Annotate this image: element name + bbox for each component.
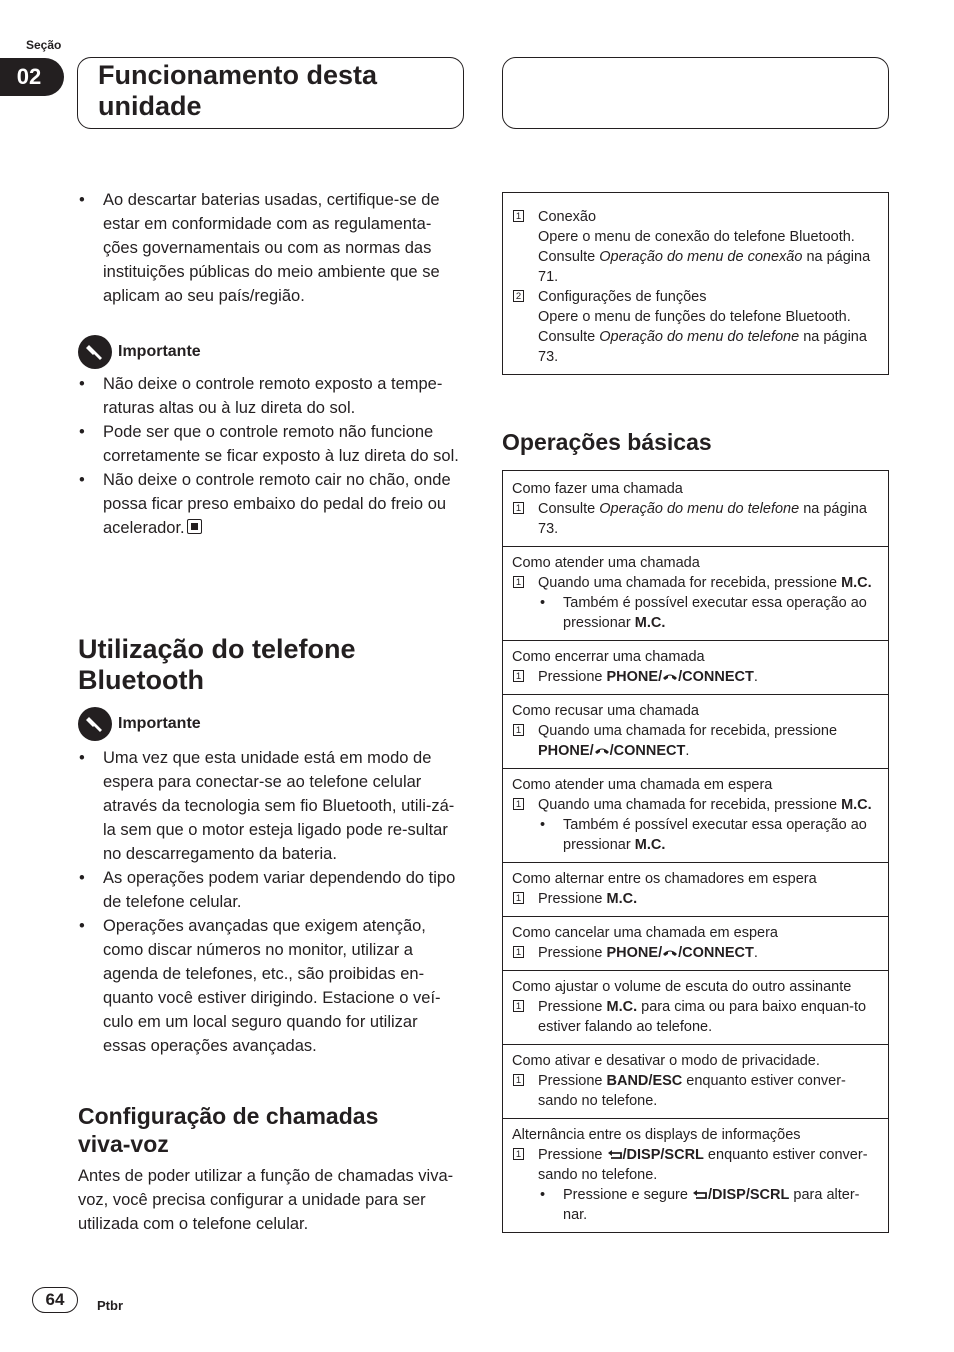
list-item: • Não deixe o controle remoto exposto a tempe-raturas altas ou à luz direta do sol. — [78, 372, 463, 420]
return-icon — [607, 1150, 623, 1160]
op-reject-call: Como recusar uma chamada 1 Quando uma chamada for recebida, pressione PHONE/ /CONNECT. — [503, 694, 888, 768]
left-column — [78, 188, 463, 540]
return-icon — [692, 1190, 708, 1200]
important-heading: Importante — [78, 706, 463, 742]
section-number-tab: 02 — [0, 58, 64, 96]
list-item: • Não deixe o controle remoto cair no chão, onde possa ficar preso embaixo do pedal do freio ou acelerador. — [78, 468, 463, 540]
intro-bullet-list — [78, 188, 463, 308]
list-item: • Pode ser que o controle remoto não funcione corretamente se ficar exposto à luz direta do sol. — [78, 420, 463, 468]
handsfree-section-title: Configuração de chamadas viva-voz — [78, 1103, 379, 1157]
op-make-call: Como fazer uma chamada 1 Consulte Operação do menu do telefone na página 73. — [512, 481, 867, 537]
op-switch-waiting: Como alternar entre os chamadores em espera 1 Pressione M.C. — [503, 862, 888, 916]
op-answer-waiting-call: Como atender uma chamada em espera 1 Quando uma chamada for recebida, pressione M.C. • Também é possível executar essa operação ao pressionar M.C. — [503, 768, 888, 862]
page-number: 64 — [32, 1287, 78, 1313]
bluetooth-important — [78, 706, 463, 1058]
list-item: • Uma vez que esta unidade está em modo de espera para conectar-se ao telefone celular através da tecnologia sem fio Bluetooth, utili-zá-la sem que o motor esteja ligado pode re-sultar no descarregamento da bateria. — [78, 746, 463, 866]
section-label: Seção — [26, 38, 62, 52]
important-icon — [78, 335, 112, 369]
basic-operations-table — [502, 470, 889, 1233]
list-item: • As operações podem variar dependendo do tipo de telefone celular. — [78, 866, 463, 914]
op-privacy-mode: Como ativar e desativar o modo de privacidade. 1 Pressione BAND/ESC enquanto estiver conver-sando no telefone. — [503, 1044, 888, 1118]
op-cancel-waiting: Como cancelar uma chamada em espera 1 Pressione PHONE/ /CONNECT. — [503, 916, 888, 970]
basic-operations-title: Operações básicas — [502, 429, 712, 455]
end-of-section-icon — [187, 519, 202, 534]
phone-icon — [662, 672, 678, 682]
phone-menu-box — [502, 192, 889, 375]
op-adjust-volume: Como ajustar o volume de escuta do outro assinante 1 Pressione M.C. para cima ou para baixo enquan-to estiver falando ao telefone. — [503, 970, 888, 1044]
menu-item-function-settings: 2 Configurações de funções Opere o menu de funções do telefone Bluetooth. Consulte Operação do menu do telefone na página 73. — [512, 287, 880, 367]
important-icon — [78, 707, 112, 741]
phone-icon — [662, 948, 678, 958]
important-bullet-list — [78, 746, 463, 1058]
menu-item-connection: 1 Conexão Opere o menu de conexão do telefone Bluetooth. Consulte Operação do menu de conexão na página 71. — [512, 207, 880, 287]
handsfree-paragraph: Antes de poder utilizar a função de chamadas viva-voz, você precisa configurar a unidade para ser utilizada com o telefone celular. — [78, 1167, 454, 1233]
op-switch-displays: Alternância entre os displays de informações 1 Pressione /DISP/SCRL enquanto estiver conver-sando no telefone. • Pressione e segure /DISP/SCRL para alter-nar. — [503, 1118, 888, 1232]
op-end-call: Como encerrar uma chamada 1 Pressione PHONE/ /CONNECT. — [503, 640, 888, 694]
important-bullet-list — [78, 372, 463, 540]
op-answer-call: Como atender uma chamada 1 Quando uma chamada for recebida, pressione M.C. • Também é possível executar essa operação ao pressionar M.C. — [503, 546, 888, 640]
menu-items — [503, 193, 888, 374]
important-heading: Importante — [78, 334, 463, 370]
phone-icon — [594, 746, 610, 756]
chapter-title: Funcionamento desta unidade — [98, 60, 378, 121]
language-code: Ptbr — [97, 1298, 123, 1313]
list-item: • Ao descartar baterias usadas, certifique-se de estar em conformidade com as regulamenta-ções governamentais ou com as normas das instituições públicas do meio ambiente que se aplicam ao seu país/região. — [78, 188, 463, 308]
empty-header-box — [502, 57, 889, 129]
list-item: • Operações avançadas que exigem atenção, como discar números no monitor, utilizar a agenda de telefones, etc., são proibidas en-quanto você estiver dirigindo. Estacione o veí-culo em um local seguro quando for utilizar essas operações avançadas. — [78, 914, 463, 1058]
bluetooth-section-title: Utilização do telefone Bluetooth — [78, 634, 356, 695]
chapter-title-box — [77, 57, 464, 129]
